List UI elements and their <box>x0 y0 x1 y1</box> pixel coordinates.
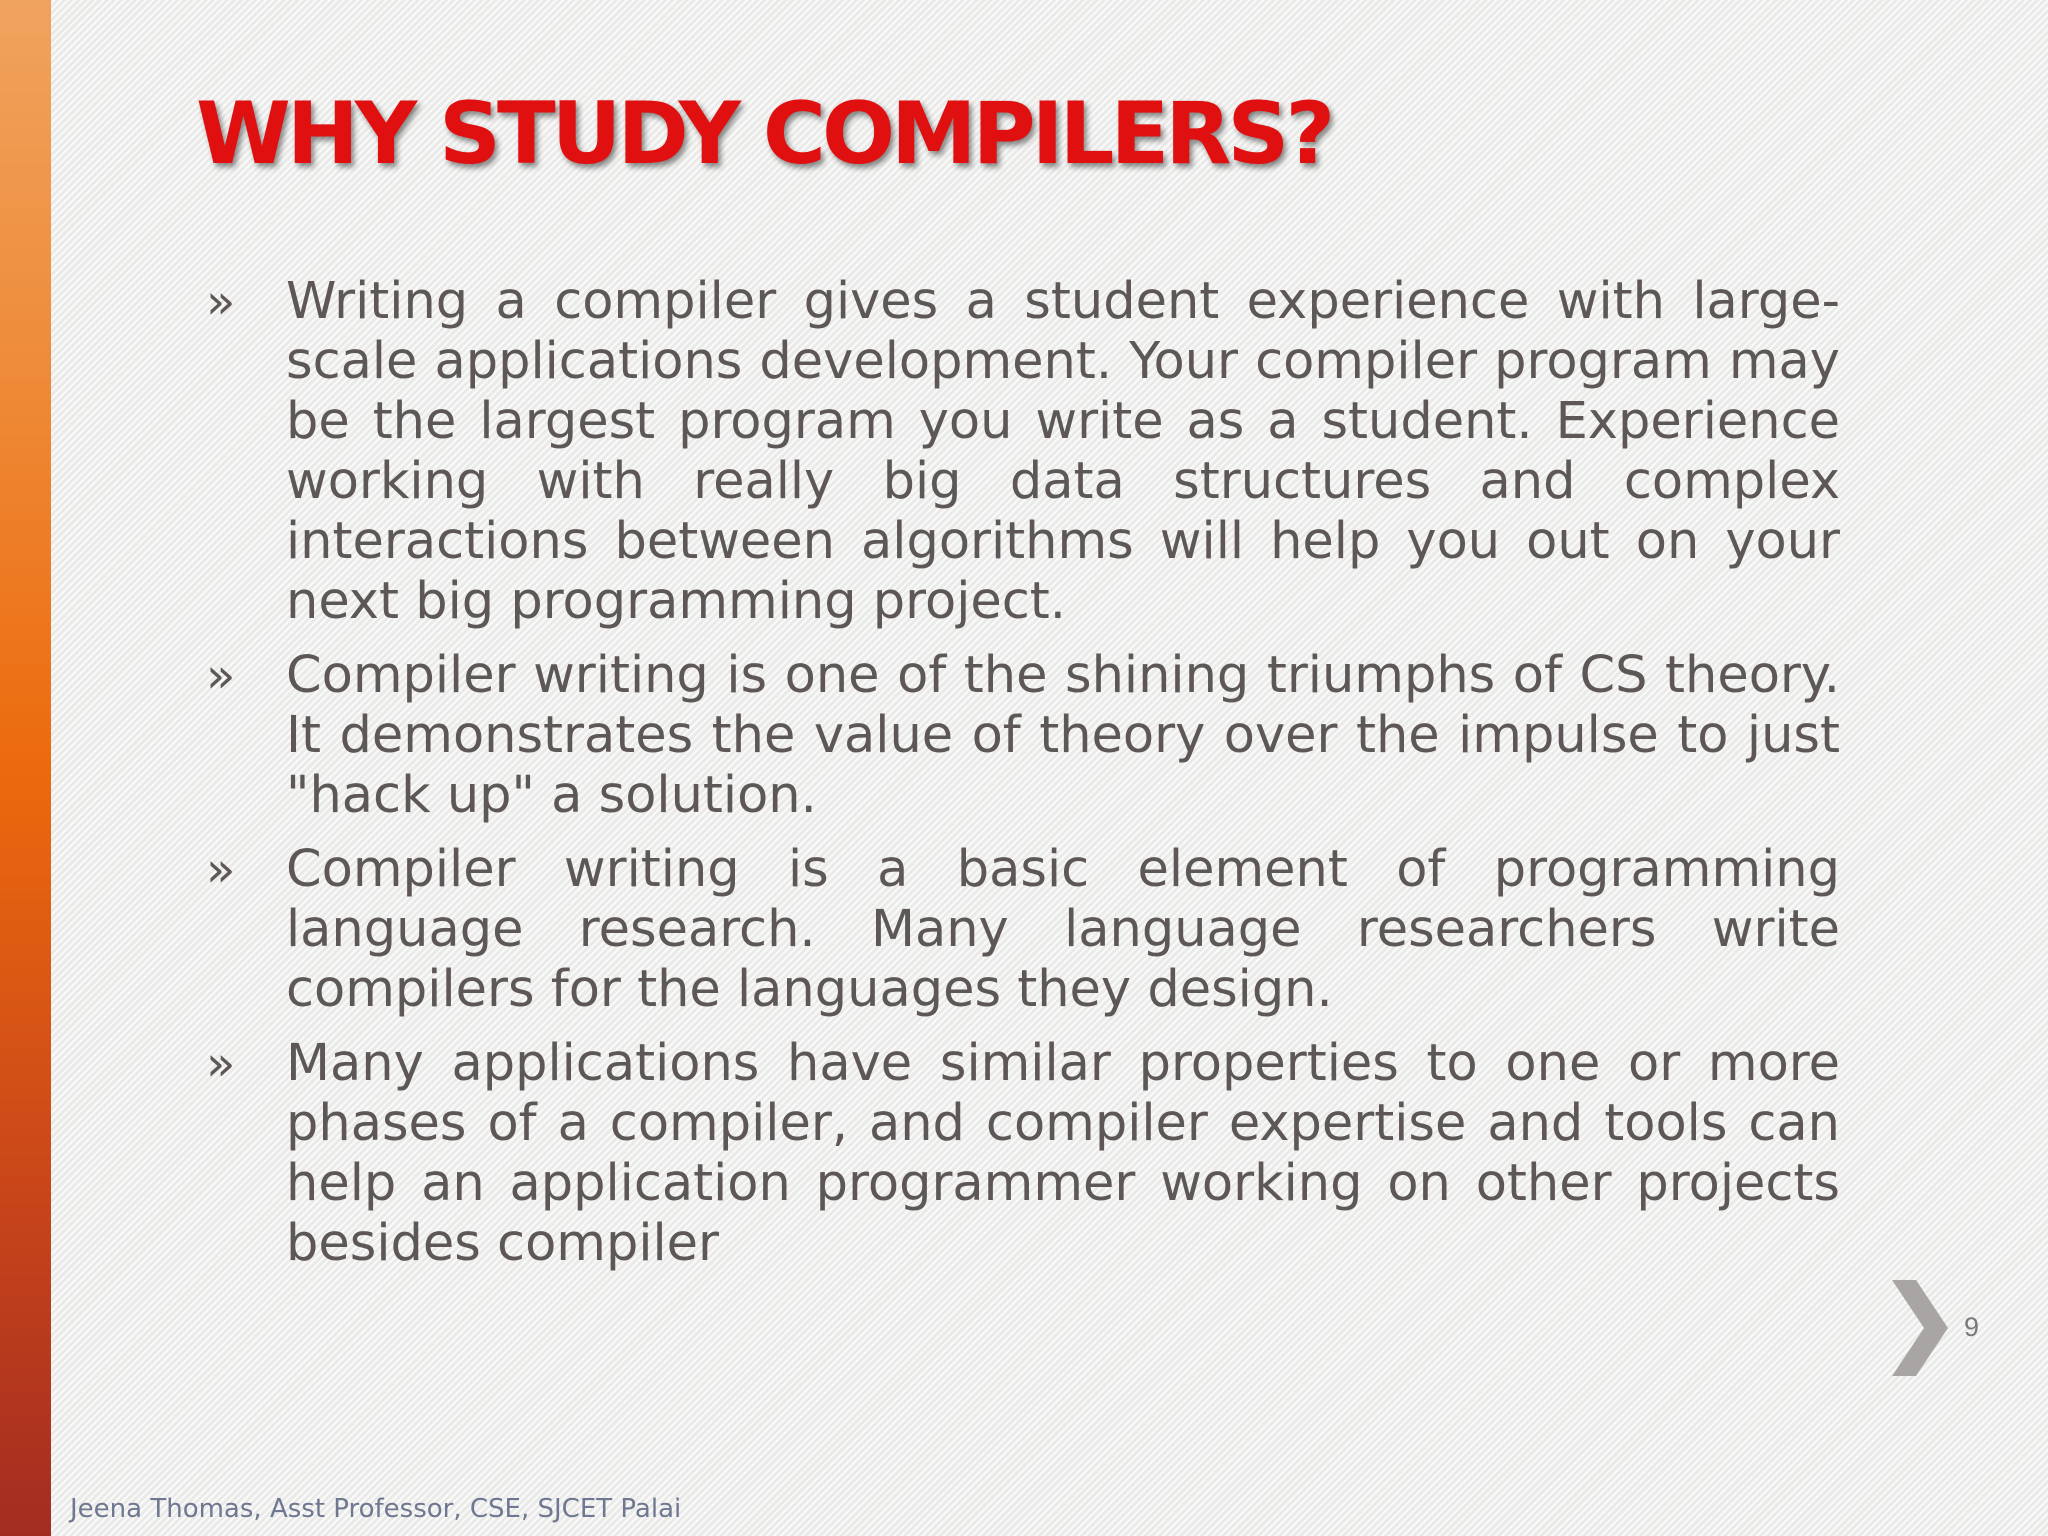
page-number: 9 <box>1964 1312 1980 1342</box>
bullet-marker: » <box>206 842 236 898</box>
slide-title: WHY STUDY COMPILERS? <box>196 84 1332 184</box>
list-item <box>206 272 1840 632</box>
list-item <box>206 646 1840 826</box>
bullet-marker: » <box>206 648 236 704</box>
list-item <box>206 840 1840 1020</box>
footer-author: Jeena Thomas, Asst Professor, CSE, SJCET Palai <box>70 1494 682 1524</box>
bullet-marker: » <box>206 1036 236 1092</box>
accent-sidebar <box>0 0 51 1536</box>
bullet-text: Writing a compiler gives a student experience with large-scale applications development. Your compiler program may be the largest program you write as a student. Experience working with really big data structures and complex interactions between algorithms will help you out on your next big programming project. <box>286 272 1840 631</box>
chevron-right-shape <box>1892 1280 1948 1376</box>
bullet-marker: » <box>206 274 236 330</box>
bullet-text: Many applications have similar properties to one or more phases of a compiler, and compiler expertise and tools can help an application programmer working on other projects besides compiler <box>286 1034 1840 1273</box>
bullet-text: Compiler writing is a basic element of programming language research. Many language researchers write compilers for the languages they design. <box>286 840 1840 1019</box>
list-item <box>206 1034 1840 1274</box>
bullet-text: Compiler writing is one of the shining triumphs of CS theory. It demonstrates the value of theory over the impulse to just "hack up" a solution. <box>286 646 1840 825</box>
chevron-right-icon[interactable] <box>1892 1280 1948 1376</box>
bullet-list <box>206 272 1840 1288</box>
